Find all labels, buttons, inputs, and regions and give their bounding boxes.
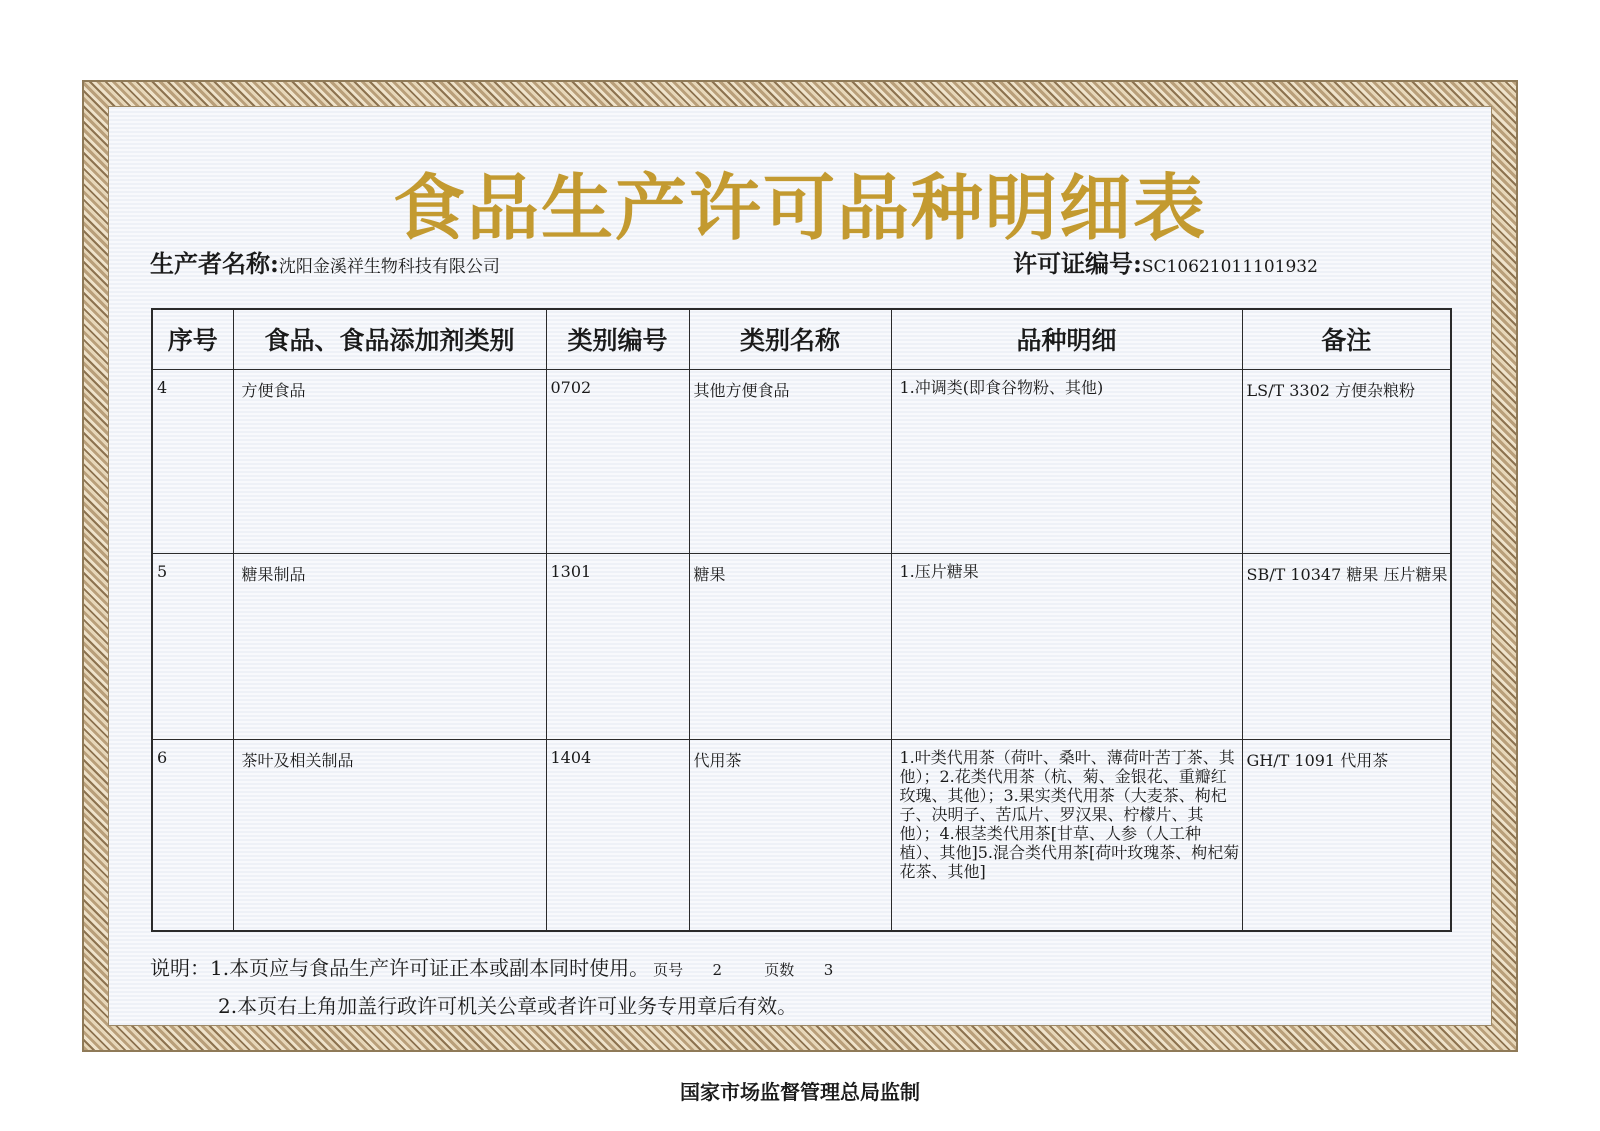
cell-code: 1301 xyxy=(546,553,689,739)
cell-name: 糖果 xyxy=(689,553,891,739)
license-number: SC10621011101932 xyxy=(1141,257,1318,277)
header-detail: 品种明细 xyxy=(891,309,1242,369)
producer-label: 生产者名称: xyxy=(150,249,279,278)
pages-label: 页数 xyxy=(764,961,795,979)
cell-remark: LS/T 3302 方便杂粮粉 xyxy=(1242,369,1451,553)
cell-name: 其他方便食品 xyxy=(689,369,891,553)
page-label: 页号 xyxy=(653,961,684,979)
table-row xyxy=(152,369,1451,553)
notes xyxy=(150,950,833,1024)
cell-category: 方便食品 xyxy=(233,369,546,553)
note-line-1 xyxy=(150,950,833,988)
table-row xyxy=(152,739,1451,931)
table-header-row xyxy=(152,309,1451,369)
pages-total: 3 xyxy=(823,961,834,979)
cell-detail xyxy=(891,369,1242,553)
cell-no: 4 xyxy=(152,369,233,553)
issuer-footer: 国家市场监督管理总局监制 xyxy=(680,1080,920,1104)
cell-no: 5 xyxy=(152,553,233,739)
cell-remark: GH/T 1091 代用茶 xyxy=(1242,739,1451,931)
page-number: 2 xyxy=(712,961,723,979)
document-title: 食品生产许可品种明细表 xyxy=(392,165,1207,250)
table-row xyxy=(152,553,1451,739)
header-code: 类别编号 xyxy=(546,309,689,369)
cell-code: 1404 xyxy=(546,739,689,931)
note-text-1: 说明：1.本页应与食品生产许可证正本或副本同时使用。 xyxy=(150,956,650,980)
detail-text: 1.冲调类(即食谷物粉、其他) xyxy=(899,377,1104,397)
header-category: 食品、食品添加剂类别 xyxy=(233,309,546,369)
cell-category: 茶叶及相关制品 xyxy=(233,739,546,931)
producer-info xyxy=(150,244,500,279)
cell-code: 0702 xyxy=(546,369,689,553)
cell-no: 6 xyxy=(152,739,233,931)
variety-table xyxy=(151,308,1452,932)
header-no: 序号 xyxy=(152,309,233,369)
note-line-2: 2.本页右上角加盖行政许可机关公章或者许可业务专用章后有效。 xyxy=(218,994,798,1018)
license-info xyxy=(1013,244,1318,279)
cell-remark: SB/T 10347 糖果 压片糖果 xyxy=(1242,553,1451,739)
cell-name: 代用茶 xyxy=(689,739,891,931)
cell-detail xyxy=(891,739,1242,931)
cell-detail xyxy=(891,553,1242,739)
cell-category: 糖果制品 xyxy=(233,553,546,739)
header-name: 类别名称 xyxy=(689,309,891,369)
license-label: 许可证编号: xyxy=(1013,249,1142,278)
header-remark: 备注 xyxy=(1242,309,1451,369)
detail-text: 1.叶类代用茶（荷叶、桑叶、薄荷叶苦丁茶、其他）；2.花类代用茶（杭、菊、金银花、重瓣红玫瑰、其他）；3.果实类代用茶（大麦茶、枸杞子、决明子、苦瓜片、罗汉果、柠檬片、其他）；4.根茎类代用茶[甘草、人参（人工种植）、其他]5.混合类代用茶[荷叶玫瑰茶、枸杞菊花茶、其他] xyxy=(899,747,1240,881)
producer-name: 沈阳金溪祥生物科技有限公司 xyxy=(278,257,500,277)
detail-text: 1.压片糖果 xyxy=(899,561,979,581)
